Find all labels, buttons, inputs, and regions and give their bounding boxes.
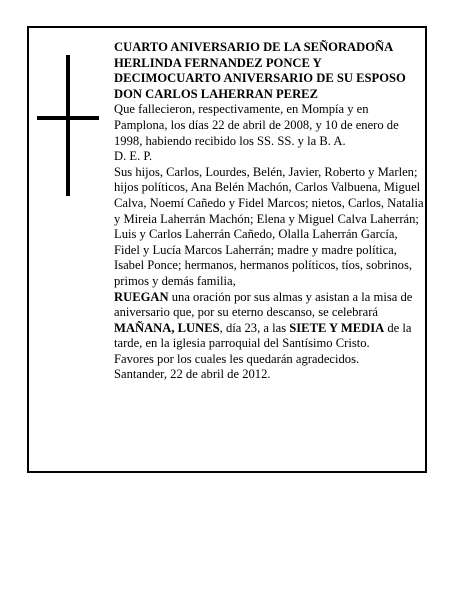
- mass-request: [114, 290, 424, 352]
- place-date: Santander, 22 de abril de 2012.: [114, 367, 271, 382]
- ruegan-word: RUEGAN: [114, 289, 169, 304]
- cross-vertical-bar: [66, 55, 70, 196]
- mass-request-text-2: , día 23, a las: [219, 320, 290, 335]
- death-info: Que fallecieron, respectivamente, en Mompía y en Pamplona, los días 22 de abril de 2008, y 10 de enero de 1998, habiendo recibido los SS. SS. y la B. A.: [114, 102, 399, 148]
- mass-time: SIETE Y MEDIA: [289, 320, 385, 335]
- thanks-line: Favores por los cuales les quedarán agradecidos.: [114, 351, 360, 366]
- obituary-notice: [27, 26, 427, 473]
- notice-text: [114, 40, 424, 383]
- mass-request-text-3: de la tarde, en la iglesia parroquial del Santísimo Cristo.: [114, 320, 412, 351]
- cross-icon: [37, 55, 99, 196]
- cross-horizontal-bar: [37, 116, 99, 120]
- family-list: Sus hijos, Carlos, Lourdes, Belén, Javier, Roberto y Marlen; hijos políticos, Ana Belén Machón, Carlos Valbuena, Miguel Calva, Noemí Cañedo y Fidel Marcos; nietos, Carlos, Natalia y Mireia Laherrán Machón; Elena y Miguel Calva Laherrán; Luis y Carlos Laherrán Cañedo, Olalla Laherrán García, Fidel y Lucía Marcos Laherrán; madre y madre política, Isabel Ponce; hermanos, hermanos políticos, tíos, sobrinos, primos y demás familia,: [114, 164, 424, 288]
- rip-line: D. E. P.: [114, 149, 153, 164]
- mass-date: MAÑANA, LUNES: [114, 320, 220, 335]
- notice-title: CUARTO ANIVERSARIO DE LA SEÑORADOÑA HERLINDA FERNANDEZ PONCE Y DECIMOCUARTO ANIVERSARIO DE SU ESPOSO DON CARLOS LAHERRAN PEREZ: [114, 40, 406, 101]
- mass-request-text-1: una oración por sus almas y asistan a la misa de aniversario que, por su eterno descanso, se celebrará: [114, 289, 413, 320]
